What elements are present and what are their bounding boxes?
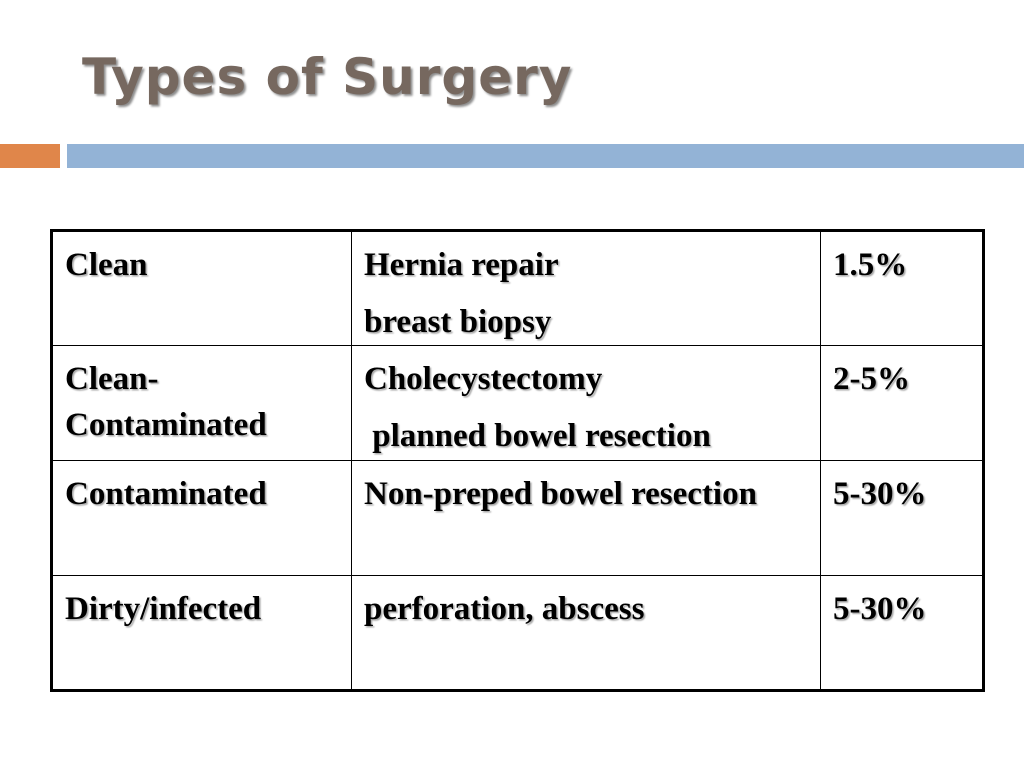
example-text: Cholecystectomy (364, 361, 603, 397)
rate-cell: 5-30% (821, 576, 984, 691)
accent-bar-blue (67, 144, 1024, 168)
table-row (52, 346, 984, 461)
table-row (52, 231, 984, 346)
table-row (52, 576, 984, 691)
example-text: planned bowel resection (364, 418, 711, 454)
example-text: perforation, abscess (364, 591, 645, 627)
examples-cell (352, 231, 821, 346)
category-cell: Clean (52, 231, 352, 346)
category-cell: Dirty/infected (52, 576, 352, 691)
rate-cell: 2-5% (821, 346, 984, 461)
examples-cell (352, 576, 821, 691)
table-row (52, 461, 984, 576)
rate-cell: 5-30% (821, 461, 984, 576)
example-text: Hernia repair (364, 247, 559, 283)
example-text: Non-preped bowel resection (364, 476, 757, 512)
examples-cell (352, 346, 821, 461)
surgery-types-table (50, 229, 985, 692)
rate-cell: 1.5% (821, 231, 984, 346)
examples-cell (352, 461, 821, 576)
slide-title: Types of Surgery (82, 48, 573, 106)
accent-bar-orange (0, 144, 60, 168)
category-cell: Clean-Contaminated (52, 346, 352, 461)
example-text: breast biopsy (364, 304, 552, 340)
category-cell: Contaminated (52, 461, 352, 576)
